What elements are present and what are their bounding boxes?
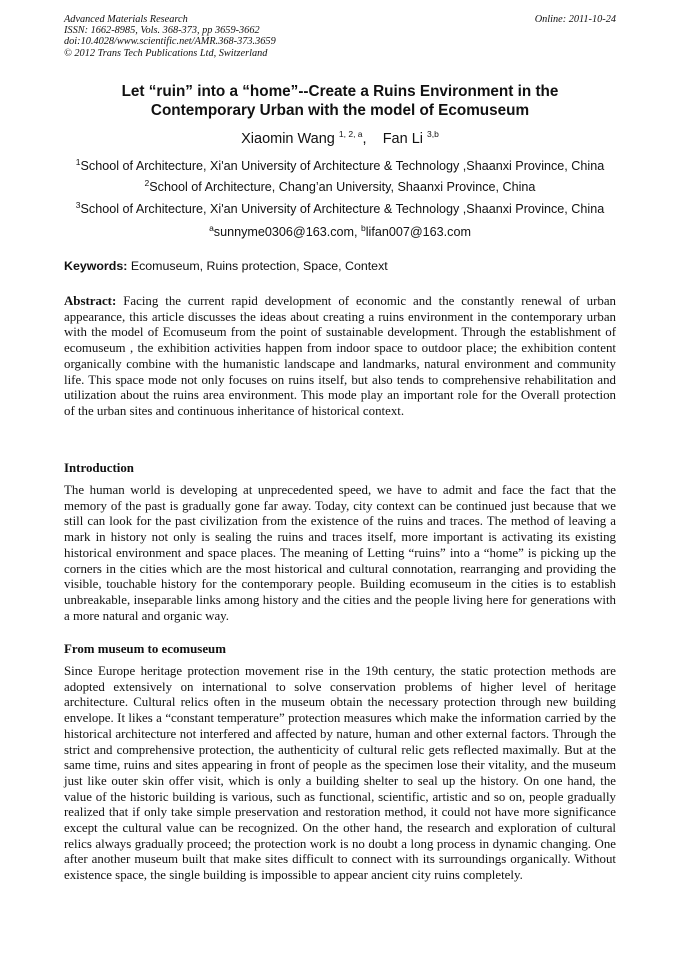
title-line-1: Let “ruin” into a “home”--Create a Ruins Environment in the <box>121 83 559 100</box>
author-1-affiliation-marks: 1, 2, a <box>338 129 363 140</box>
abstract <box>64 294 616 420</box>
email-b: lifan007@163.com <box>365 225 471 239</box>
email-a-mark: a <box>209 222 214 233</box>
email-a: sunnyme0306@163.com, <box>213 225 358 239</box>
author-separator: , <box>362 131 367 147</box>
affiliation-3-mark: 3 <box>75 199 81 210</box>
abstract-label: Abstract: <box>64 294 117 308</box>
issn-line: ISSN: 1662-8985, Vols. 368-373, pp 3659-3662 <box>64 25 260 37</box>
keywords-text: Ecomuseum, Ruins protection, Space, Context <box>130 259 388 273</box>
title-line-2: Contemporary Urban with the model of Ecomuseum <box>150 102 530 119</box>
email-line <box>30 222 650 239</box>
author-list <box>64 131 616 147</box>
paper-title <box>64 82 616 120</box>
author-2-affiliation-marks: 3,b <box>427 129 439 140</box>
author-2: Fan Li <box>382 131 424 147</box>
copyright-line: © 2012 Trans Tech Publications Ltd, Switzerland <box>64 47 268 59</box>
author-1: Xiaomin Wang <box>241 131 335 147</box>
introduction-heading: Introduction <box>64 461 134 475</box>
affiliation-2-text: School of Architecture, Chang’an University, Shaanxi Province, China <box>149 180 536 194</box>
affiliation-1-mark: 1 <box>75 156 81 167</box>
affiliation-1-text: School of Architecture, Xi'an University of Architecture & Technology ,Shaanxi Province, China <box>80 159 605 173</box>
museum-heading: From museum to ecomuseum <box>64 642 226 656</box>
affiliation-3-text: School of Architecture, Xi'an University of Architecture & Technology ,Shaanxi Province, China <box>80 202 605 216</box>
keywords <box>64 259 616 273</box>
affiliation-3 <box>30 199 650 216</box>
abstract-text: Facing the current rapid development of economic and the constantly renewal of urban appearance, this article discusses the ideas about creating a ruins environment in the contemporary urban with the model of Ecomuseum from the point of sustainable development. Through the establishment of ecomuseum , the exhibition activities happen from indoor space to outdoor place; the exhibition content organically combine with the humanistic landscape and landmarks, natural environment and community life. This space mode not only focuses on ruins itself, but also tends to comprehensive rehabilitation and utilization about the ruins area environment. This mode play an important role for the Overall protection of the urban sites and continuous inheritance of historical context. <box>64 294 616 418</box>
affiliation-1 <box>30 156 650 173</box>
affiliation-2 <box>30 177 650 194</box>
publication-header <box>64 14 616 59</box>
online-date: Online: 2011-10-24 <box>534 14 616 25</box>
introduction-text: The human world is developing at unprecedented speed, we have to admit and face the fact that the memory of the past is gradually gone far away. Today, city context can be continued just because that we still can look for the past civilization from the existence of the ruins and traces. The method of leaving a mark in history not only is sealing the ruins and traces itself, more important is activating its existing historical environment and space places. The meaning of Letting “ruins” into a “home” is picking up the corners in the cities which are the most historical and cultural connotation, rearranging and providing the visible, touchable history for the contemporary people. Building ecomuseum in the cities is to establish unbreakable, inseparable links among history and the cities and the people living here for generations with a more natural and organic way. <box>64 483 616 623</box>
keywords-label: Keywords: <box>64 259 128 273</box>
journal-name: Advanced Materials Research <box>64 14 188 25</box>
email-b-mark: b <box>361 222 366 233</box>
museum-text: Since Europe heritage protection movement rise in the 19th century, the static protection methods are adopted extensively on international to solve conservation problems of higher level of heritage architecture. Cultural relics often in the museum obtain the necessary protection through new building envelope. It likes a “constant temperature” protection measures which make the information carried by the historical architecture not interfered and affected by nature, human and other external factors. Through the strict and comprehensive protection, the authenticity of cultural relic gets reflected maximally. But at the same time, ruins and sites appearing in front of people as the specimen lose their vitality, and the museum just like outer skin offer visit, which is only a building shelter to seal up the history. On one hand, the value of the historic building is various, such as functional, scientific, artistic and so on, people gradually realized that if only take simple preservation and restoration method, it could not have more significance except the cultural value can be recognized. On the other hand, the research and exploration of cultural relics always gradually proceed; the protection work is no doubt a long process in dynamic changing. One after another museum built that make sites difficult to connect with its surroundings organically. Without existence space, the single building is impossible to appear ancient city ruins completely. <box>64 664 616 883</box>
affiliation-2-mark: 2 <box>144 177 150 188</box>
doi-line: doi:10.4028/www.scientific.net/AMR.368-373.3659 <box>64 36 276 48</box>
